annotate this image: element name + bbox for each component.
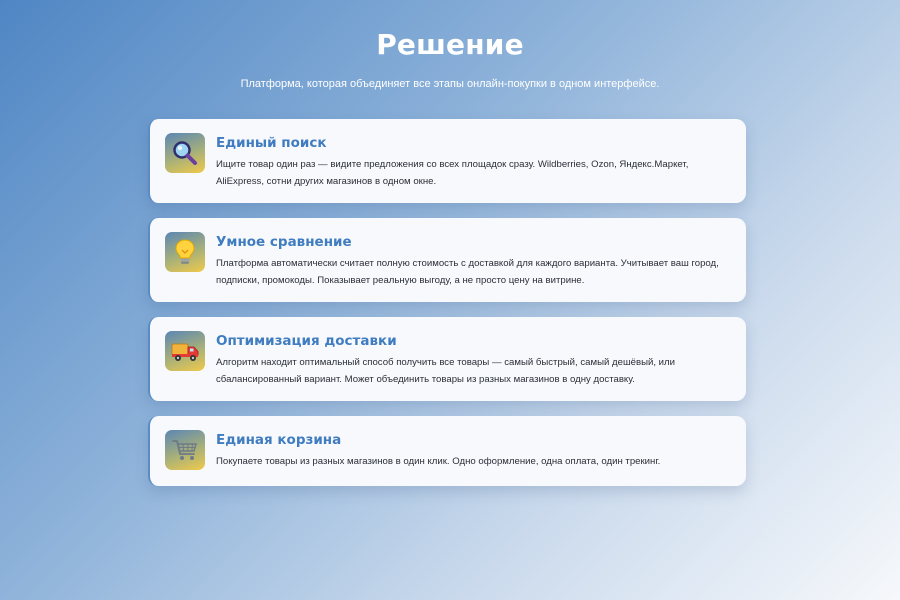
feature-card-delivery-optimization: [148, 317, 746, 401]
feature-title: Умное сравнение: [216, 234, 352, 250]
feature-list: [148, 119, 746, 501]
magnifier-icon: [165, 133, 205, 173]
feature-card-unified-cart: [148, 416, 746, 486]
feature-title: Единая корзина: [216, 432, 342, 448]
lightbulb-icon: [165, 232, 205, 272]
truck-icon: [165, 331, 205, 371]
feature-description: Покупаете товары из разных магазинов в один клик. Одно оформление, одна оплата, один трекинг.: [216, 456, 661, 467]
feature-title: Оптимизация доставки: [216, 333, 397, 349]
page-title: Решение: [376, 28, 524, 61]
page-subtitle: Платформа, которая объединяет все этапы онлайн-покупки в одном интерфейсе.: [240, 78, 660, 90]
feature-card-unified-search: [148, 119, 746, 203]
feature-description: Платформа автоматически считает полную стоимость с доставкой для каждого варианта. Учитывает ваш город, подписки, промокоды. Показывает реальную выгоду, а не просто цену на витрине.: [216, 258, 719, 286]
feature-card-smart-compare: [148, 218, 746, 302]
feature-description: Ищите товар один раз — видите предложения со всех площадок сразу. Wildberries, Ozon, Яндекс.Маркет, AliExpress, сотни других магазинов в одном окне.: [216, 159, 689, 187]
feature-description: Алгоритм находит оптимальный способ получить все товары — самый быстрый, самый дешёвый, или сбалансированный вариант. Может объединить товары из разных магазинов в одну доставку.: [216, 357, 675, 385]
feature-title: Единый поиск: [216, 135, 327, 151]
shopping-cart-icon: [165, 430, 205, 470]
